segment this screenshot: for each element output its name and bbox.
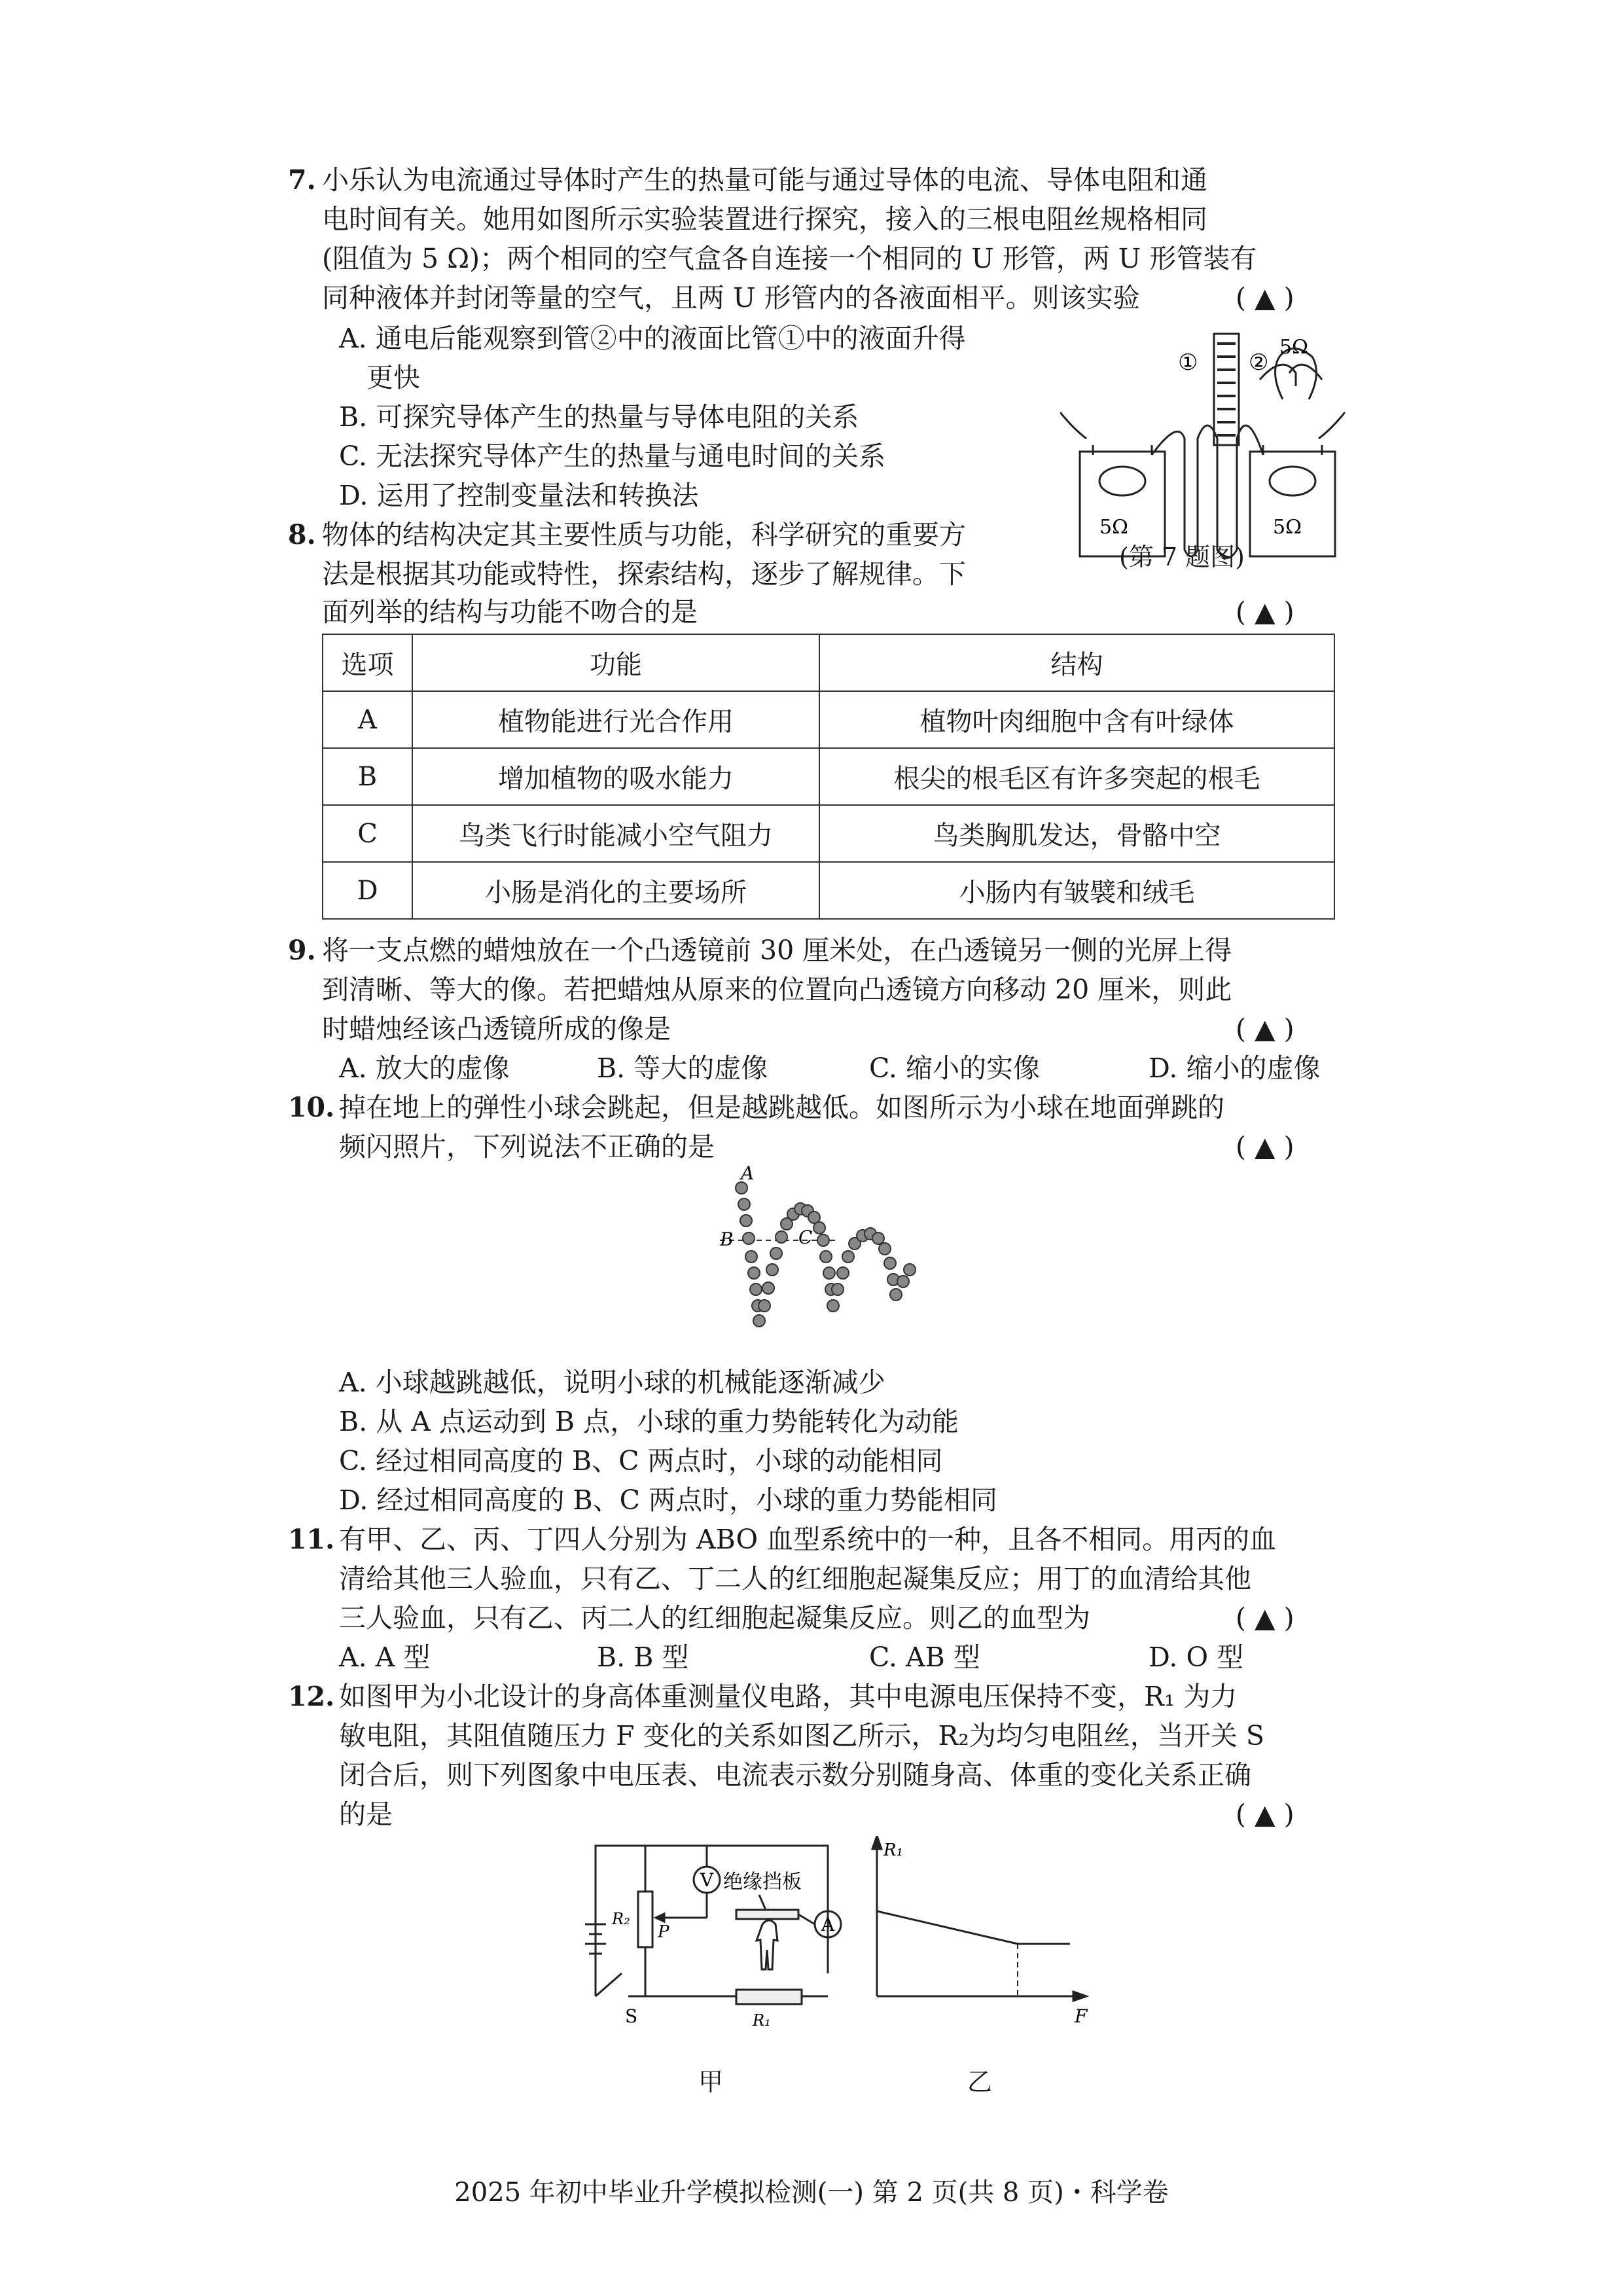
point-a-label: A [741,1165,755,1184]
y-axis-label: R₁ [883,1840,903,1860]
question-text-line: 如图甲为小北设计的身高体重测量仪电路，其中电源电压保持不变，R₁ 为力 [339,1681,1238,1712]
question-text-line: 的是 [339,1799,393,1830]
answer-mark: ( ▲ ) [1236,1013,1294,1045]
option-d: D. 缩小的虚像 [1149,1052,1321,1084]
tube-2-label: ② [1249,350,1269,376]
question-text-line: 物体的结构决定其主要性质与功能，科学研究的重要方 [322,519,966,550]
question-text-line: 法是根据其功能或特性，探索结构，逐步了解规律。下 [322,558,966,590]
table-cell: B [323,748,412,805]
question-text-line: 有甲、乙、丙、丁四人分别为 ABO 血型系统中的一种，且各不相同。用丙的血 [339,1524,1277,1555]
option-c: C. 无法探究导体产生的热量与通电时间的关系 [339,440,885,472]
option-d: D. 经过相同高度的 B、C 两点时，小球的重力势能相同 [339,1484,998,1516]
answer-mark: ( ▲ ) [1236,1602,1294,1634]
question-text-line: 闭合后，则下列图象中电压表、电流表示数分别随身高、体重的变化关系正确 [339,1759,1251,1791]
question-number: 12. [288,1681,335,1712]
question-text-line: (阻值为 5 Ω)；两个相同的空气盒各自连接一个相同的 U 形管，两 U 形管装有 [322,243,1257,274]
r2-label: R₂ [612,1910,630,1928]
option-d: D. 运用了控制变量法和转换法 [339,480,699,511]
table-header: 功能 [412,634,819,691]
option-c: C. 经过相同高度的 B、C 两点时，小球的动能相同 [339,1445,943,1477]
question-text-line: 将一支点燃的蜡烛放在一个凸透镜前 30 厘米处，在凸透镜另一侧的光屏上得 [322,935,1232,966]
q8-table [322,634,1335,920]
table-cell: C [323,805,412,862]
resistor-top-label: 5Ω [1279,336,1308,359]
table-header: 选项 [323,634,412,691]
option-c: C. 缩小的实像 [869,1052,1040,1084]
table-cell: A [323,691,412,748]
circuit-figure-jia [576,1833,864,2055]
figure-caption: (第 7 题图) [1119,543,1245,571]
question-text-line: 电时间有关。她用如图所示实验装置进行探究，接入的三根电阻丝规格相同 [322,204,1207,235]
table-cell: 小肠是消化的主要场所 [412,862,819,919]
table-cell: 小肠内有皱襞和绒毛 [819,862,1334,919]
question-text-line: 时蜡烛经该凸透镜所成的像是 [322,1013,671,1045]
table-row [323,748,1334,805]
ammeter-label: A [821,1914,835,1935]
option-b: B. B 型 [597,1641,689,1673]
question-text-line: 小乐认为电流通过导体时产生的热量可能与通过导体的电流、导体电阻和通 [322,164,1207,196]
page-footer: 2025 年初中毕业升学模拟检测(一) 第 2 页(共 8 页)・科学卷 [454,2178,1169,2208]
figure-caption: 甲 [698,2068,724,2096]
question-text-line: 同种液体并封闭等量的空气，且两 U 形管内的各液面相平。则该实验 [322,282,1140,314]
resistor-right-label: 5Ω [1273,516,1302,539]
question-text-line: 清给其他三人验血，只有乙、丁二人的红细胞起凝集反应；用丁的血清给其他 [339,1563,1251,1594]
bounce-figure [707,1165,982,1361]
option-a-cont: 更快 [366,362,420,393]
x-axis-label: F [1075,2005,1088,2027]
answer-mark: ( ▲ ) [1236,1799,1294,1830]
option-c: C. AB 型 [869,1641,980,1673]
table-cell: 植物能进行光合作用 [412,691,819,748]
table-cell: 增加植物的吸水能力 [412,748,819,805]
question-number: 7. [288,164,316,196]
resistor-left-label: 5Ω [1099,516,1128,539]
option-b: B. 可探究导体产生的热量与导体电阻的关系 [339,401,859,433]
question-number: 9. [288,935,316,966]
table-header: 结构 [819,634,1334,691]
table-cell: 鸟类胸肌发达，骨骼中空 [819,805,1334,862]
question-text-line: 面列举的结构与功能不吻合的是 [322,596,698,628]
table-cell: D [323,862,412,919]
question-text-line: 到清晰、等大的像。若把蜡烛从原来的位置向凸透镜方向移动 20 厘米，则此 [322,974,1232,1005]
question-number: 11. [288,1524,335,1555]
option-a: A. 放大的虚像 [339,1052,510,1084]
r1-label: R₁ [753,2011,771,2030]
point-b-label: B [720,1229,734,1250]
tube-1-label: ① [1178,350,1198,376]
table-cell: 植物叶肉细胞中含有叶绿体 [819,691,1334,748]
figure-caption: 乙 [967,2068,993,2096]
graph-figure-yi [864,1836,1099,2058]
option-d: D. O 型 [1149,1641,1244,1673]
question-text-line: 掉在地上的弹性小球会跳起，但是越跳越低。如图所示为小球在地面弹跳的 [339,1092,1224,1123]
question-number: 10. [288,1092,335,1123]
answer-mark: ( ▲ ) [1236,1131,1294,1162]
table-row [323,862,1334,919]
table-row [323,691,1334,748]
option-a: A. A 型 [339,1641,431,1673]
table-cell: 根尖的根毛区有许多突起的根毛 [819,748,1334,805]
question-number: 8. [288,519,316,550]
answer-mark: ( ▲ ) [1236,596,1294,628]
option-a: A. 通电后能观察到管②中的液面比管①中的液面升得 [339,323,966,354]
option-a: A. 小球越跳越低，说明小球的机械能逐渐减少 [339,1367,885,1398]
point-c-label: C [798,1227,813,1248]
insulating-board-label: 绝缘挡板 [723,1871,802,1893]
answer-mark: ( ▲ ) [1236,282,1294,314]
table-cell: 鸟类飞行时能减小空气阻力 [412,805,819,862]
option-b: B. 从 A 点运动到 B 点，小球的重力势能转化为动能 [339,1406,959,1437]
question-text-line: 敏电阻，其阻值随压力 F 变化的关系如图乙所示，R₂为均匀电阻丝，当开关 S [339,1720,1264,1751]
switch-s-label: S [625,2005,638,2027]
table-row [323,805,1334,862]
option-b: B. 等大的虚像 [597,1052,768,1084]
question-text-line: 频闪照片，下列说法不正确的是 [339,1131,715,1162]
slider-p-label: P [658,1922,669,1942]
voltmeter-label: V [700,1869,714,1891]
question-text-line: 三人验血，只有乙、丙二人的红细胞起凝集反应。则乙的血型为 [339,1602,1090,1634]
table-header-row [323,634,1334,691]
